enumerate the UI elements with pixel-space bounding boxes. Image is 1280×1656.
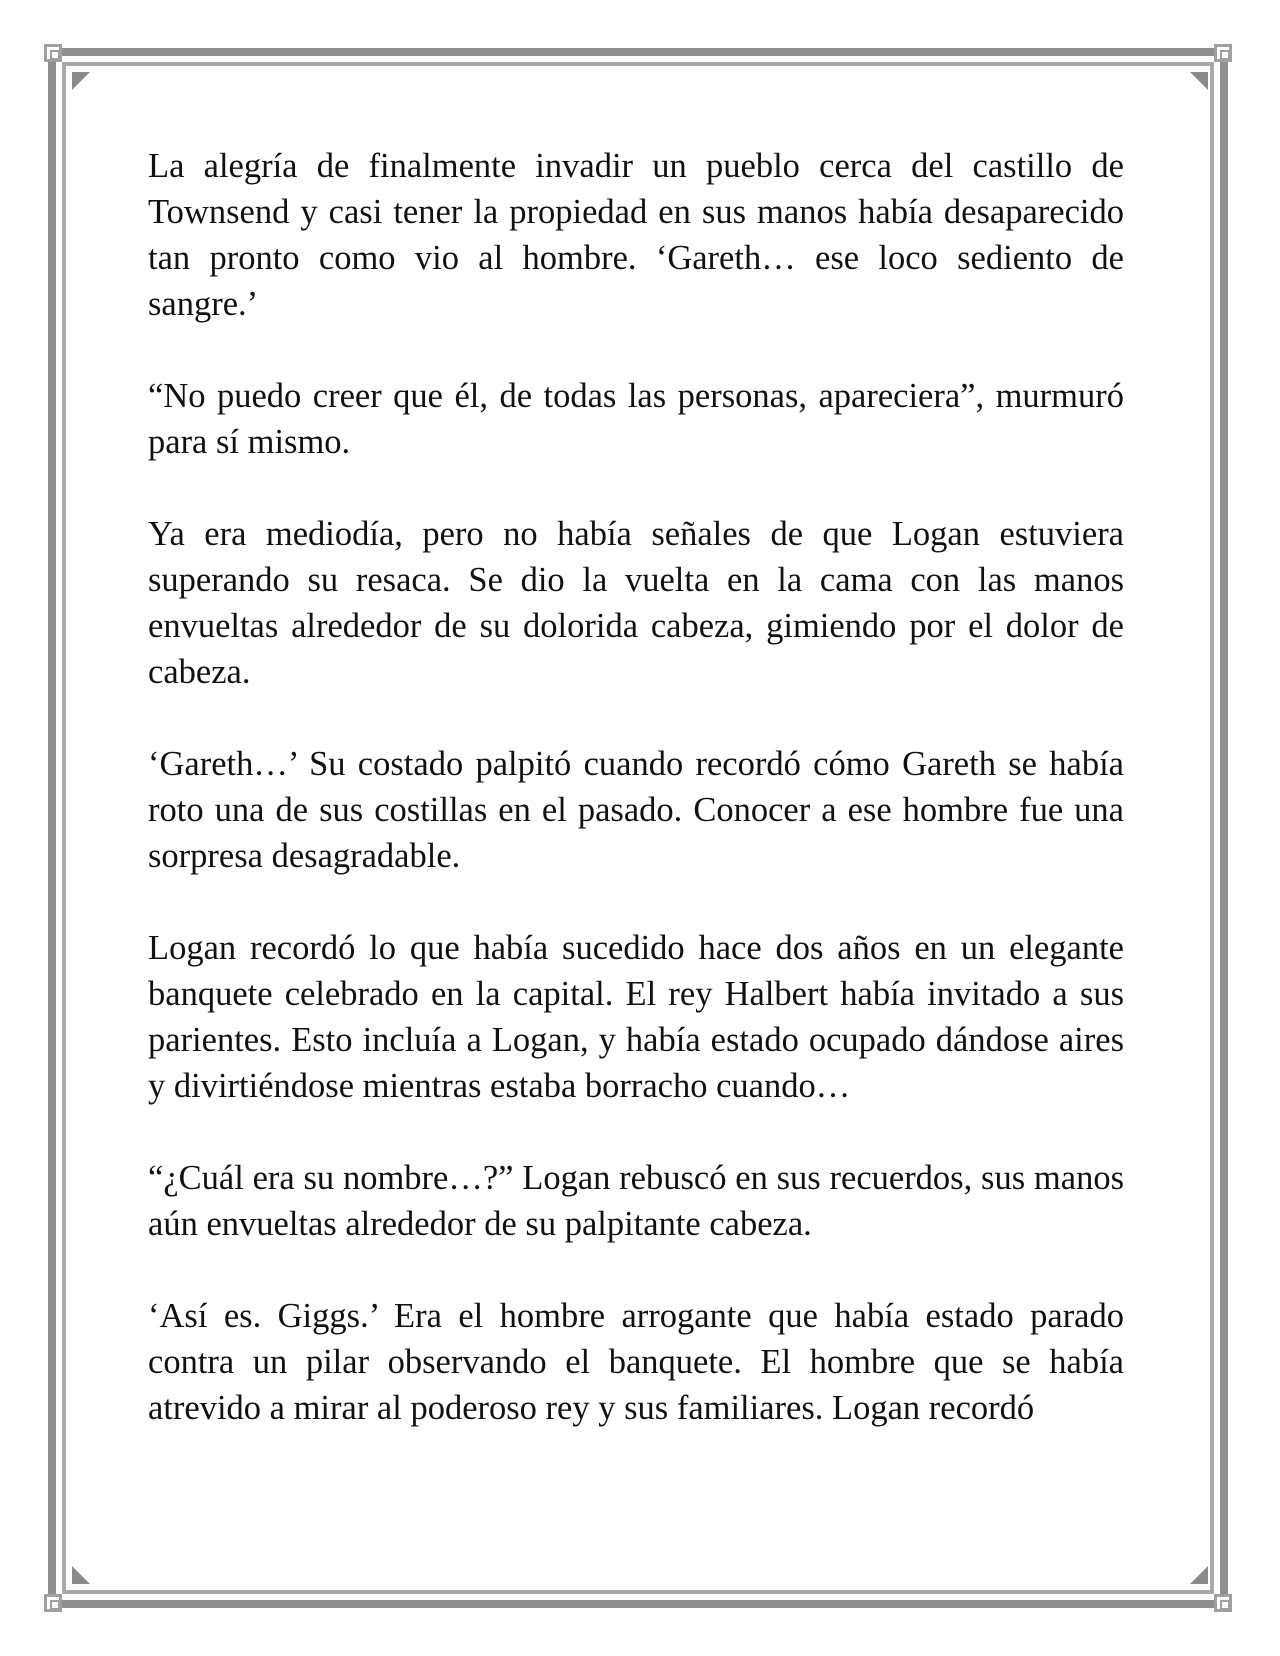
paragraph-6: “¿Cuál era su nombre…?” Logan rebuscó en sus recuerdos, sus manos aún envueltas alrededor de su palpitante cabeza. <box>148 1159 1124 1243</box>
corner-triangle-bottom-left <box>72 1566 90 1584</box>
page-body <box>148 143 1124 1477</box>
paragraph-3: Ya era mediodía, pero no había señales de que Logan estuviera superando su resaca. Se dio la vuelta en la cama con las manos envueltas alrededor de su dolorida cabeza, gimiendo por el dolor de cabeza. <box>148 515 1124 691</box>
corner-triangle-top-right <box>1190 72 1208 90</box>
corner-ornament-bottom-left <box>44 1594 62 1612</box>
paragraph-1: La alegría de finalmente invadir un pueblo cerca del castillo de Townsend y casi tener la propiedad en sus manos había desaparecido tan pronto como vio al hombre. ‘Gareth… ese loco sediento de sangre.’ <box>148 147 1124 323</box>
corner-ornament-bottom-right <box>1214 1594 1232 1612</box>
corner-triangle-top-left <box>72 72 90 90</box>
corner-ornament-top-left <box>44 44 62 62</box>
corner-triangle-bottom-right <box>1190 1566 1208 1584</box>
paragraph-5: Logan recordó lo que había sucedido hace dos años en un elegante banquete celebrado en la capital. El rey Halbert había invitado a sus parientes. Esto incluía a Logan, y había estado ocupado dándose aires y divirtiéndose mientras estaba borracho cuando… <box>148 929 1124 1105</box>
corner-ornament-top-right <box>1214 44 1232 62</box>
paragraph-2: “No puedo creer que él, de todas las personas, apareciera”, murmuró para sí mismo. <box>148 377 1124 461</box>
paragraph-7: ‘Así es. Giggs.’ Era el hombre arrogante que había estado parado contra un pilar observando el banquete. El hombre que se había atrevido a mirar al poderoso rey y sus familiares. Logan recordó <box>148 1297 1124 1427</box>
paragraph-4: ‘Gareth…’ Su costado palpitó cuando recordó cómo Gareth se había roto una de sus costillas en el pasado. Conocer a ese hombre fue una sorpresa desagradable. <box>148 745 1124 875</box>
